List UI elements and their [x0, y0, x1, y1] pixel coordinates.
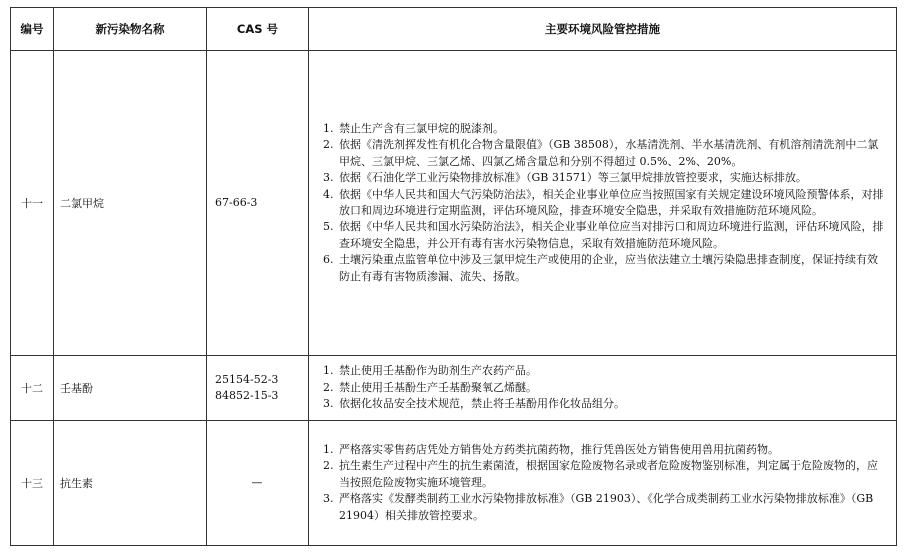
cas-number-cell [207, 51, 309, 356]
measure-item: 2. 禁止使用壬基酚生产壬基酚聚氧乙烯醚。 [337, 380, 884, 396]
table-row [11, 421, 897, 546]
pollutant-name: 二氯甲烷 [54, 51, 207, 356]
measure-item: 3. 依据化妆品安全技术规范，禁止将壬基酚用作化妆品组分。 [337, 396, 884, 412]
header-control-measures: 主要环境风险管控措施 [309, 8, 897, 51]
table-header-row [11, 8, 897, 51]
measure-item: 2. 依据《清洗剂挥发性有机化合物含量限值》（GB 38508），水基清洗剂、半水基清洗剂、有机溶剂清洗剂中二氯甲烷、三氯甲烷、三氯乙烯、四氯乙烯含量总和分别不得超过 0.5%、2%、20%。 [337, 137, 884, 170]
measure-item: 1. 禁止使用壬基酚作为助剂生产农药产品。 [337, 363, 884, 379]
table-row [11, 51, 897, 356]
measure-item: 3. 依据《石油化学工业污染物排放标准》（GB 31571）等三氯甲烷排放管控要求，实施达标排放。 [337, 170, 884, 186]
pollutant-control-table [10, 7, 897, 546]
control-measures-cell [309, 421, 897, 546]
measures-list [317, 363, 884, 412]
measure-item: 4. 依据《中华人民共和国大气污染防治法》，相关企业事业单位应当按照国家有关规定建设环境风险预警体系，对排放口和周边环境进行定期监测，评估环境风险，排查环境安全隐患，并采取有效措施防范环境风险。 [337, 187, 884, 220]
pollutant-name: 壬基酚 [54, 356, 207, 421]
measure-item: 6. 土壤污染重点监管单位中涉及三氯甲烷生产或使用的企业，应当依法建立土壤污染隐患排查制度，保证持续有效防止有毒有害物质渗漏、流失、扬散。 [337, 252, 884, 285]
header-number: 编号 [11, 8, 54, 51]
cas-number: 84852-15-3 [215, 389, 279, 402]
control-measures-cell [309, 356, 897, 421]
measure-item: 3. 严格落实《发酵类制药工业水污染物排放标准》（GB 21903）、《化学合成类制药工业水污染物排放标准》（GB 21904）相关排放管控要求。 [337, 491, 884, 524]
measure-item: 2. 抗生素生产过程中产生的抗生素菌渣，根据国家危险废物名录或者危险废物鉴别标准，判定属于危险废物的，应当按照危险废物实施环境管理。 [337, 458, 884, 491]
measure-item: 1. 禁止生产含有三氯甲烷的脱漆剂。 [337, 121, 884, 137]
measures-list [317, 121, 884, 285]
measure-item: 5. 依据《中华人民共和国水污染防治法》，相关企业事业单位应当对排污口和周边环境进行监测，评估环境风险，排查环境安全隐患，并公开有毒有害水污染物信息，采取有效措施防范环境风险。 [337, 219, 884, 252]
header-cas-number: CAS 号 [207, 8, 309, 51]
cas-number-cell [207, 356, 309, 421]
measure-item: 1. 严格落实零售药店凭处方销售处方药类抗菌药物，推行凭兽医处方销售使用兽用抗菌药物。 [337, 442, 884, 458]
control-measures-cell [309, 51, 897, 356]
row-number: 十三 [11, 421, 54, 546]
table-row [11, 356, 897, 421]
row-number: 十一 [11, 51, 54, 356]
document-page [10, 7, 896, 546]
header-pollutant-name: 新污染物名称 [54, 8, 207, 51]
pollutant-name: 抗生素 [54, 421, 207, 546]
cas-number: 67-66-3 [215, 196, 258, 209]
row-number: 十二 [11, 356, 54, 421]
measures-list [317, 442, 884, 524]
cas-number: — [251, 476, 263, 489]
cas-number: 25154-52-3 [215, 373, 279, 386]
cas-number-cell [207, 421, 309, 546]
